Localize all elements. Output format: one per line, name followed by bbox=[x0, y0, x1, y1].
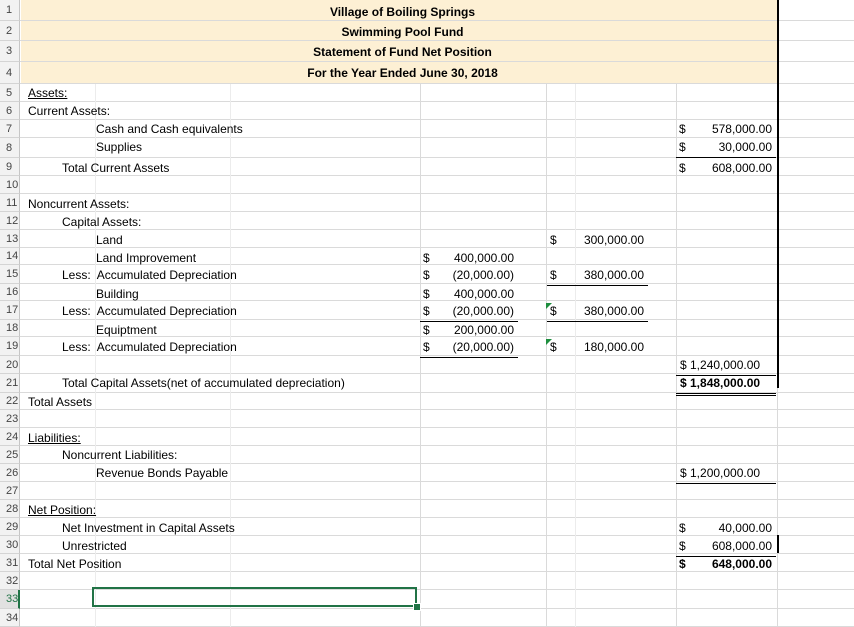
row-header[interactable]: 29 bbox=[0, 518, 20, 536]
cell-total-assets[interactable] bbox=[676, 376, 776, 396]
label-current-assets[interactable]: Current Assets: bbox=[28, 104, 111, 118]
grid-row-line bbox=[20, 499, 854, 500]
label-capital-assets[interactable]: Capital Assets: bbox=[62, 215, 142, 229]
row-header[interactable]: 2 bbox=[0, 21, 20, 41]
currency-symbol: $ bbox=[423, 251, 430, 265]
cell-total-net-position[interactable] bbox=[676, 557, 776, 574]
row-header[interactable]: 9 bbox=[0, 158, 20, 176]
value-land-impr-net: 380,000.00 bbox=[583, 268, 644, 282]
border-right-lower bbox=[777, 535, 779, 553]
value-land: 300,000.00 bbox=[583, 233, 644, 247]
currency-symbol: $ bbox=[423, 340, 430, 354]
row-header[interactable]: 31 bbox=[0, 554, 20, 572]
value-building-net: 380,000.00 bbox=[583, 304, 644, 318]
cell-net-investment[interactable] bbox=[676, 521, 776, 538]
grid-row-line bbox=[20, 445, 854, 446]
cell-building[interactable] bbox=[420, 287, 518, 304]
label-cash[interactable]: Cash and Cash equivalents bbox=[96, 122, 243, 136]
value-cash: 578,000.00 bbox=[711, 122, 772, 136]
label-revenue-bonds[interactable]: Revenue Bonds Payable bbox=[96, 466, 229, 480]
value-land-impr-dep: (20,000.00) bbox=[452, 268, 514, 282]
row-header[interactable]: 5 bbox=[0, 84, 20, 102]
label-land-improvement[interactable]: Land Improvement bbox=[96, 251, 197, 265]
currency-symbol: $ bbox=[423, 287, 430, 301]
row-header[interactable]: 23 bbox=[0, 410, 20, 428]
value-revenue-bonds: $ 1,200,000.00 bbox=[680, 466, 761, 480]
row-header[interactable]: 30 bbox=[0, 536, 20, 554]
currency-symbol: $ bbox=[550, 304, 557, 318]
value-equipment-dep: (20,000.00) bbox=[452, 340, 514, 354]
row-header[interactable]: 16 bbox=[0, 284, 20, 301]
label-liabilities[interactable]: Liabilities: bbox=[28, 431, 81, 445]
row-header[interactable]: 26 bbox=[0, 464, 20, 482]
currency-symbol: $ bbox=[423, 304, 430, 318]
row-header[interactable]: 25 bbox=[0, 446, 20, 464]
value-supplies: 30,000.00 bbox=[718, 140, 772, 154]
row-header[interactable]: 34 bbox=[0, 609, 20, 627]
row-header[interactable]: 10 bbox=[0, 176, 20, 194]
value-total-current: 608,000.00 bbox=[711, 161, 772, 175]
value-unrestricted: 608,000.00 bbox=[711, 539, 772, 553]
value-land-improvement: 400,000.00 bbox=[453, 251, 514, 265]
value-equipment: 200,000.00 bbox=[453, 323, 514, 337]
title-fund: Swimming Pool Fund bbox=[341, 25, 464, 39]
currency-symbol: $ bbox=[679, 122, 686, 136]
value-building: 400,000.00 bbox=[453, 287, 514, 301]
grid-row-line bbox=[20, 229, 854, 230]
title-village: Village of Boiling Springs bbox=[329, 5, 476, 19]
label-noncurrent-assets[interactable]: Noncurrent Assets: bbox=[28, 197, 130, 211]
grid-row-line bbox=[20, 193, 854, 194]
border-right-title bbox=[777, 0, 779, 84]
cell-cash[interactable] bbox=[676, 122, 776, 139]
value-total-assets: $ 1,848,000.00 bbox=[680, 376, 761, 390]
grid-row-line bbox=[20, 409, 854, 410]
row-header[interactable]: 3 bbox=[0, 41, 20, 62]
label-noncurrent-liabilities[interactable]: Noncurrent Liabilities: bbox=[62, 448, 178, 462]
row-header[interactable]: 11 bbox=[0, 194, 20, 212]
row-header[interactable]: 32 bbox=[0, 572, 20, 590]
label-building[interactable]: Building bbox=[96, 287, 139, 301]
row-header[interactable]: 4 bbox=[0, 62, 20, 84]
value-equipment-net: 180,000.00 bbox=[583, 340, 644, 354]
currency-symbol: $ bbox=[679, 140, 686, 154]
title-period: For the Year Ended June 30, 2018 bbox=[307, 66, 498, 80]
label-supplies[interactable]: Supplies bbox=[96, 140, 143, 154]
cell-land-improvement[interactable] bbox=[420, 251, 518, 268]
grid-row-line bbox=[20, 119, 854, 120]
currency-symbol: $ bbox=[423, 323, 430, 337]
grid-row-line bbox=[20, 608, 854, 609]
row-header[interactable]: 24 bbox=[0, 428, 20, 446]
grid-row-line bbox=[20, 20, 854, 21]
grid-col-line bbox=[230, 84, 231, 627]
cell-equipment-dep[interactable] bbox=[420, 340, 518, 358]
cell-equipment[interactable] bbox=[420, 323, 518, 340]
cell-building-dep[interactable] bbox=[420, 304, 518, 322]
grid-row-line bbox=[20, 211, 854, 212]
label-less-accum-2[interactable]: Less: Accumulated Depreciation bbox=[62, 304, 237, 318]
label-net-position[interactable]: Net Position: bbox=[28, 503, 97, 517]
title-statement: Statement of Fund Net Position bbox=[313, 45, 492, 59]
row-header[interactable]: 13 bbox=[0, 230, 20, 248]
row-header[interactable]: 18 bbox=[0, 320, 20, 337]
grid-row-line bbox=[20, 40, 854, 41]
row-header[interactable]: 20 bbox=[0, 356, 20, 374]
value-net-investment: 40,000.00 bbox=[718, 521, 772, 535]
row-header[interactable]: 15 bbox=[0, 265, 20, 284]
label-unrestricted[interactable]: Unrestricted bbox=[62, 539, 127, 553]
row-header[interactable]: 27 bbox=[0, 482, 20, 500]
value-total-net-position: 648,000.00 bbox=[711, 557, 772, 571]
currency-symbol: $ bbox=[550, 340, 557, 354]
currency-symbol: $ bbox=[550, 233, 557, 247]
row-header[interactable]: 19 bbox=[0, 337, 20, 356]
cell-revenue-bonds[interactable] bbox=[676, 466, 776, 484]
grid-row-line bbox=[20, 83, 854, 84]
label-land[interactable]: Land bbox=[96, 233, 123, 247]
fill-handle[interactable] bbox=[413, 603, 421, 611]
cell-unrestricted[interactable] bbox=[676, 539, 776, 557]
currency-symbol: $ bbox=[679, 521, 686, 535]
label-total-capital[interactable]: Total Capital Assets(net of accumulated depreciation) bbox=[62, 376, 345, 390]
row-header[interactable]: 33 bbox=[0, 590, 20, 609]
label-total-current[interactable]: Total Current Assets bbox=[62, 161, 170, 175]
grid-row-line bbox=[20, 101, 854, 102]
row-header[interactable]: 12 bbox=[0, 212, 20, 230]
label-equipment[interactable]: Equiptment bbox=[96, 323, 157, 337]
cell-capital-sum[interactable] bbox=[676, 358, 776, 376]
label-total-assets[interactable]: Total Assets bbox=[28, 395, 93, 409]
border-right-upper bbox=[777, 84, 779, 194]
grid-row-line bbox=[20, 517, 854, 518]
row-header[interactable]: 7 bbox=[0, 120, 20, 138]
border-right-mid bbox=[777, 194, 779, 388]
value-capital-sum: $ 1,240,000.00 bbox=[680, 358, 761, 372]
grid-row-line bbox=[20, 61, 854, 62]
grid-row-line bbox=[20, 463, 854, 464]
cell-land-impr-dep[interactable] bbox=[420, 268, 518, 285]
label-net-investment[interactable]: Net Investment in Capital Assets bbox=[62, 521, 235, 535]
row-header[interactable]: 1 bbox=[0, 0, 20, 21]
row-header[interactable]: 8 bbox=[0, 138, 20, 158]
row-header[interactable]: 28 bbox=[0, 500, 20, 518]
cell-land-impr-net[interactable] bbox=[547, 268, 648, 286]
row-header[interactable]: 14 bbox=[0, 248, 20, 265]
cell-land[interactable] bbox=[547, 233, 648, 250]
currency-symbol: $ bbox=[550, 268, 557, 282]
row-header[interactable]: 22 bbox=[0, 393, 20, 410]
cell-building-net[interactable] bbox=[547, 304, 648, 322]
cell-supplies[interactable] bbox=[676, 140, 776, 158]
currency-symbol: $ bbox=[679, 557, 686, 571]
row-header[interactable]: 21 bbox=[0, 374, 20, 393]
label-less-accum-1[interactable]: Less: Accumulated Depreciation bbox=[62, 268, 237, 282]
row-header[interactable]: 17 bbox=[0, 301, 20, 320]
cell-total-current[interactable] bbox=[676, 161, 776, 178]
label-less-accum-3[interactable]: Less: Accumulated Depreciation bbox=[62, 340, 237, 354]
label-total-net-position[interactable]: Total Net Position bbox=[28, 557, 122, 571]
currency-symbol: $ bbox=[423, 268, 430, 282]
active-cell-selection[interactable] bbox=[92, 587, 417, 607]
row-header[interactable]: 6 bbox=[0, 102, 20, 120]
grid-row-line bbox=[20, 427, 854, 428]
grid-row-line bbox=[20, 247, 854, 248]
cell-equipment-net[interactable] bbox=[547, 340, 648, 357]
value-building-dep: (20,000.00) bbox=[452, 304, 514, 318]
label-assets[interactable]: Assets: bbox=[28, 86, 68, 100]
currency-symbol: $ bbox=[679, 161, 686, 175]
currency-symbol: $ bbox=[679, 539, 686, 553]
